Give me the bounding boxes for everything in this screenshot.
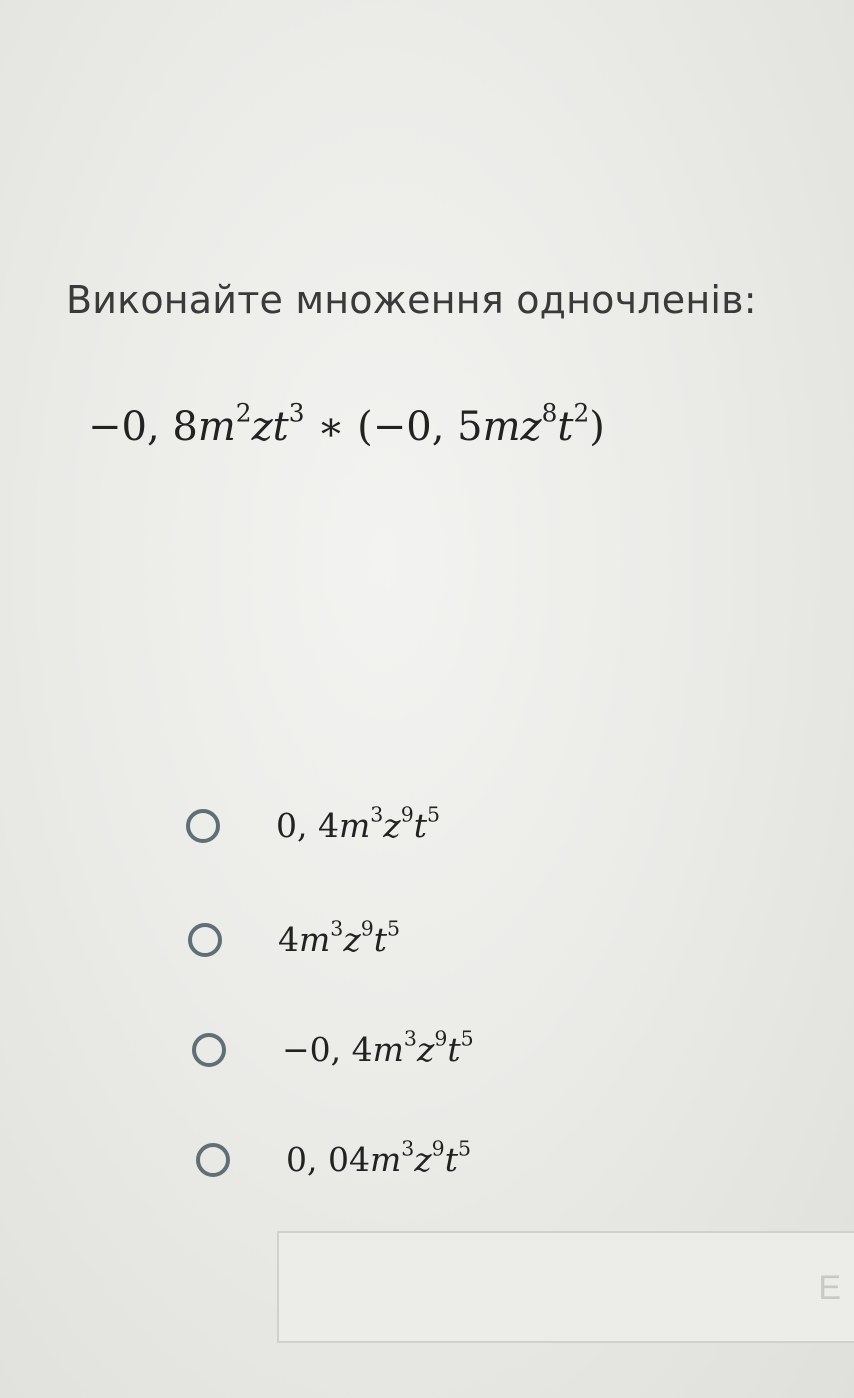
submit-button-label[interactable]: E [818, 1269, 841, 1307]
option-exponent: 3 [403, 1026, 417, 1051]
radio-button-icon[interactable] [186, 809, 220, 843]
option-var: t [444, 1140, 458, 1179]
option-exponent: 9 [400, 802, 414, 827]
option-coefficient: 0, 04 [286, 1140, 370, 1179]
option-label [282, 1026, 474, 1069]
expr-exponent: 2 [573, 398, 590, 428]
option-var: z [343, 920, 361, 959]
option-label [286, 1136, 471, 1179]
answer-option-1[interactable] [186, 802, 440, 845]
option-exponent: 3 [330, 916, 344, 941]
option-exponent: 5 [426, 802, 440, 827]
expr-var: zt [251, 404, 289, 450]
option-var: m [372, 1030, 404, 1069]
option-exponent: 5 [460, 1026, 474, 1051]
option-var: z [414, 1140, 432, 1179]
option-var: m [299, 920, 331, 959]
option-exponent: 9 [434, 1026, 448, 1051]
option-var: m [338, 806, 371, 845]
submit-area[interactable] [277, 1231, 854, 1343]
option-var: t [373, 920, 387, 959]
expr-exponent: 2 [235, 398, 252, 428]
expr-var: m [197, 404, 236, 450]
question-title: Виконайте множення одночленів: [66, 278, 757, 322]
expr-var: mz [482, 404, 542, 450]
option-coefficient: 0, 4 [276, 806, 339, 845]
expr-suffix: ) [589, 404, 605, 450]
option-exponent: 9 [431, 1136, 445, 1161]
radio-button-icon[interactable] [196, 1143, 230, 1177]
radio-button-icon[interactable] [188, 923, 222, 957]
option-exponent: 3 [401, 1136, 415, 1161]
option-coefficient: −0, 4 [282, 1030, 373, 1069]
answer-option-4[interactable] [196, 1136, 471, 1179]
option-exponent: 5 [457, 1136, 471, 1161]
expr-exponent: 8 [541, 398, 558, 428]
option-var: t [413, 806, 427, 845]
option-exponent: 9 [360, 916, 374, 941]
option-var: t [447, 1030, 461, 1069]
answer-option-3[interactable] [192, 1026, 474, 1069]
option-label [276, 802, 440, 845]
expr-middle: ∗ (−0, 5 [304, 404, 483, 450]
option-var: z [383, 806, 401, 845]
expr-prefix: −0, 8 [88, 404, 198, 450]
expr-var: t [557, 404, 574, 450]
option-var: m [369, 1140, 402, 1179]
expr-exponent: 3 [288, 398, 305, 428]
option-coefficient: 4 [278, 920, 299, 959]
answer-option-2[interactable] [188, 916, 400, 959]
option-var: z [416, 1030, 435, 1069]
option-label [278, 916, 400, 959]
option-exponent: 3 [370, 802, 384, 827]
radio-button-icon[interactable] [192, 1033, 226, 1067]
option-exponent: 5 [386, 916, 400, 941]
